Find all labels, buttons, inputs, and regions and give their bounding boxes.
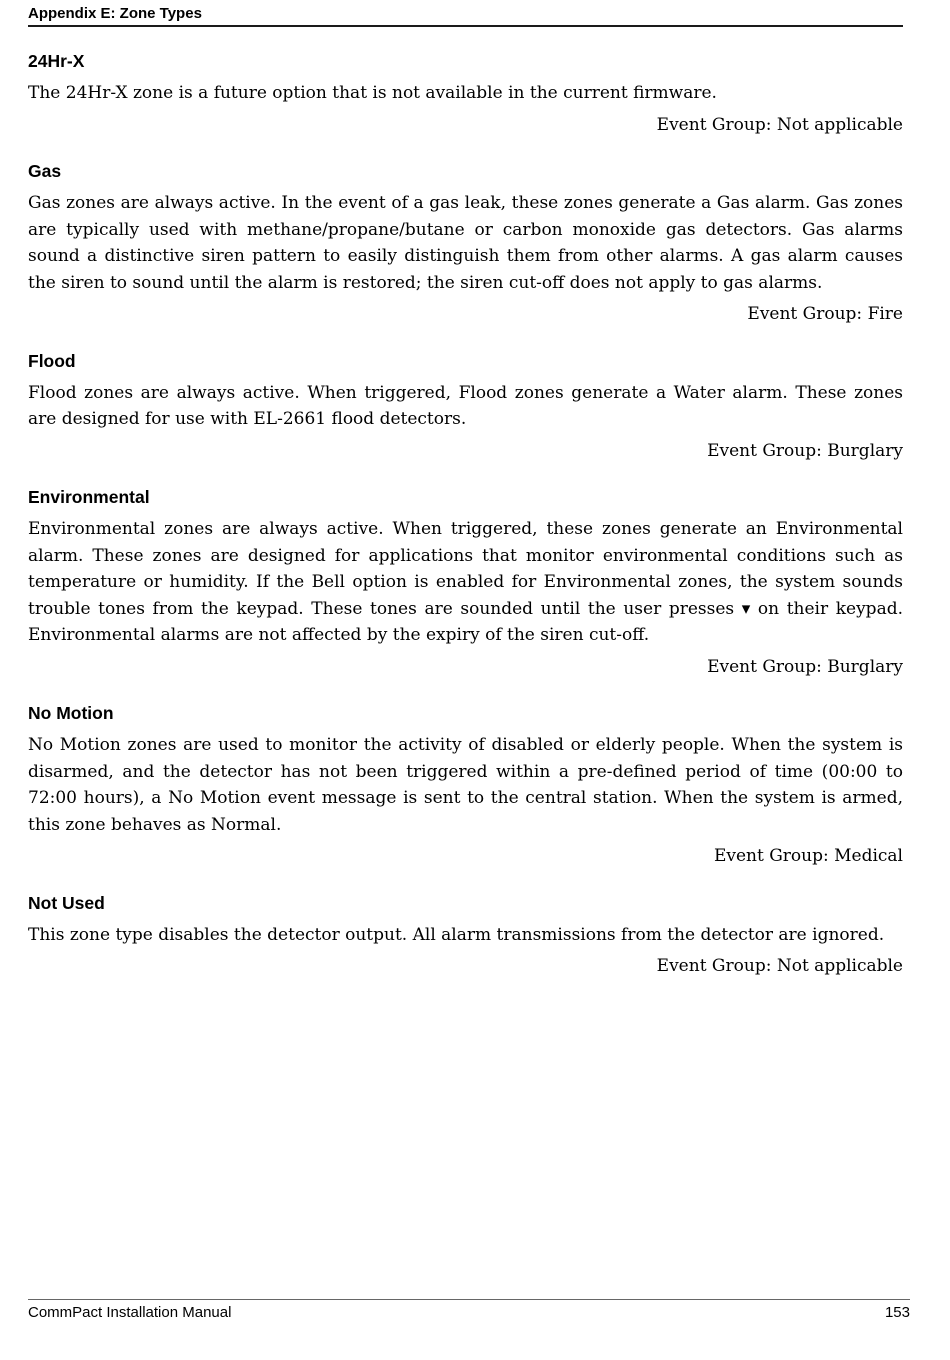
footer-manual-title: CommPact Installation Manual	[28, 1304, 232, 1321]
page-footer	[28, 1299, 910, 1322]
page-header	[28, 0, 903, 27]
section-heading: Flood	[28, 350, 76, 371]
section-heading: No Motion	[28, 703, 114, 723]
section-body: No Motion zones are used to monitor the activity of disabled or elderly people. When the system is disarmed, and the detector has not been triggered within a pre-defined period of time (00:00 to 72:00 hours), a No Motion event message is sent to the central station. When the system is armed, this zone behaves as Normal.	[28, 735, 903, 835]
section-body: Flood zones are always active. When triggered, Flood zones generate a Water alarm. These zones are designed for use with EL-2661 flood detectors.	[28, 382, 903, 429]
section-heading: Gas	[28, 161, 62, 181]
event-group-label: Event Group: Burglary	[707, 440, 903, 461]
event-group-label: Event Group: Not applicable	[656, 956, 903, 976]
section-body: This zone type disables the detector output. All alarm transmissions from the detector are ignored.	[28, 924, 885, 945]
section-body: The 24Hr-X zone is a future option that is not available in the current firmware.	[28, 83, 717, 103]
section-heading: 24Hr-X	[28, 51, 85, 71]
section-24hr-x	[28, 51, 903, 138]
section-heading: Environmental	[28, 487, 150, 507]
header-title: Appendix E: Zone Types	[28, 5, 202, 22]
section-body: Environmental zones are always active. When triggered, these zones generate an Environmental alarm. These zones are designed for applications that monitor environmental conditions such as temperature or humidity. If the Bell option is enabled for Environmental zones, the system sounds trouble tones from the keypad. These tones are sounded until the user presses ▾ on their keypad. Environmental alarms are not affected by the expiry of the siren cut-off.	[28, 519, 903, 645]
event-group-label: Event Group: Not applicable	[656, 114, 903, 135]
footer-page-number: 153	[884, 1304, 910, 1321]
event-group-label: Event Group: Medical	[713, 846, 903, 866]
section-body: Gas zones are always active. In the event of a gas leak, these zones generate a Gas alarm. Gas zones are typically used with methane/propane/butane or carbon monoxide gas detectors. Gas alarms sound a distinctive siren pattern to easily distinguish them from other alarms. A gas alarm causes the siren to sound until the alarm is restored; the siren cut-off does not apply to gas alarms.	[28, 193, 903, 293]
section-environmental	[28, 487, 903, 680]
section-gas	[28, 161, 903, 328]
section-heading: Not Used	[28, 892, 105, 913]
section-flood	[28, 351, 903, 465]
section-no-motion	[28, 703, 903, 870]
event-group-label: Event Group: Burglary	[707, 656, 903, 677]
event-group-label: Event Group: Fire	[747, 304, 903, 324]
section-not-used	[28, 893, 903, 980]
